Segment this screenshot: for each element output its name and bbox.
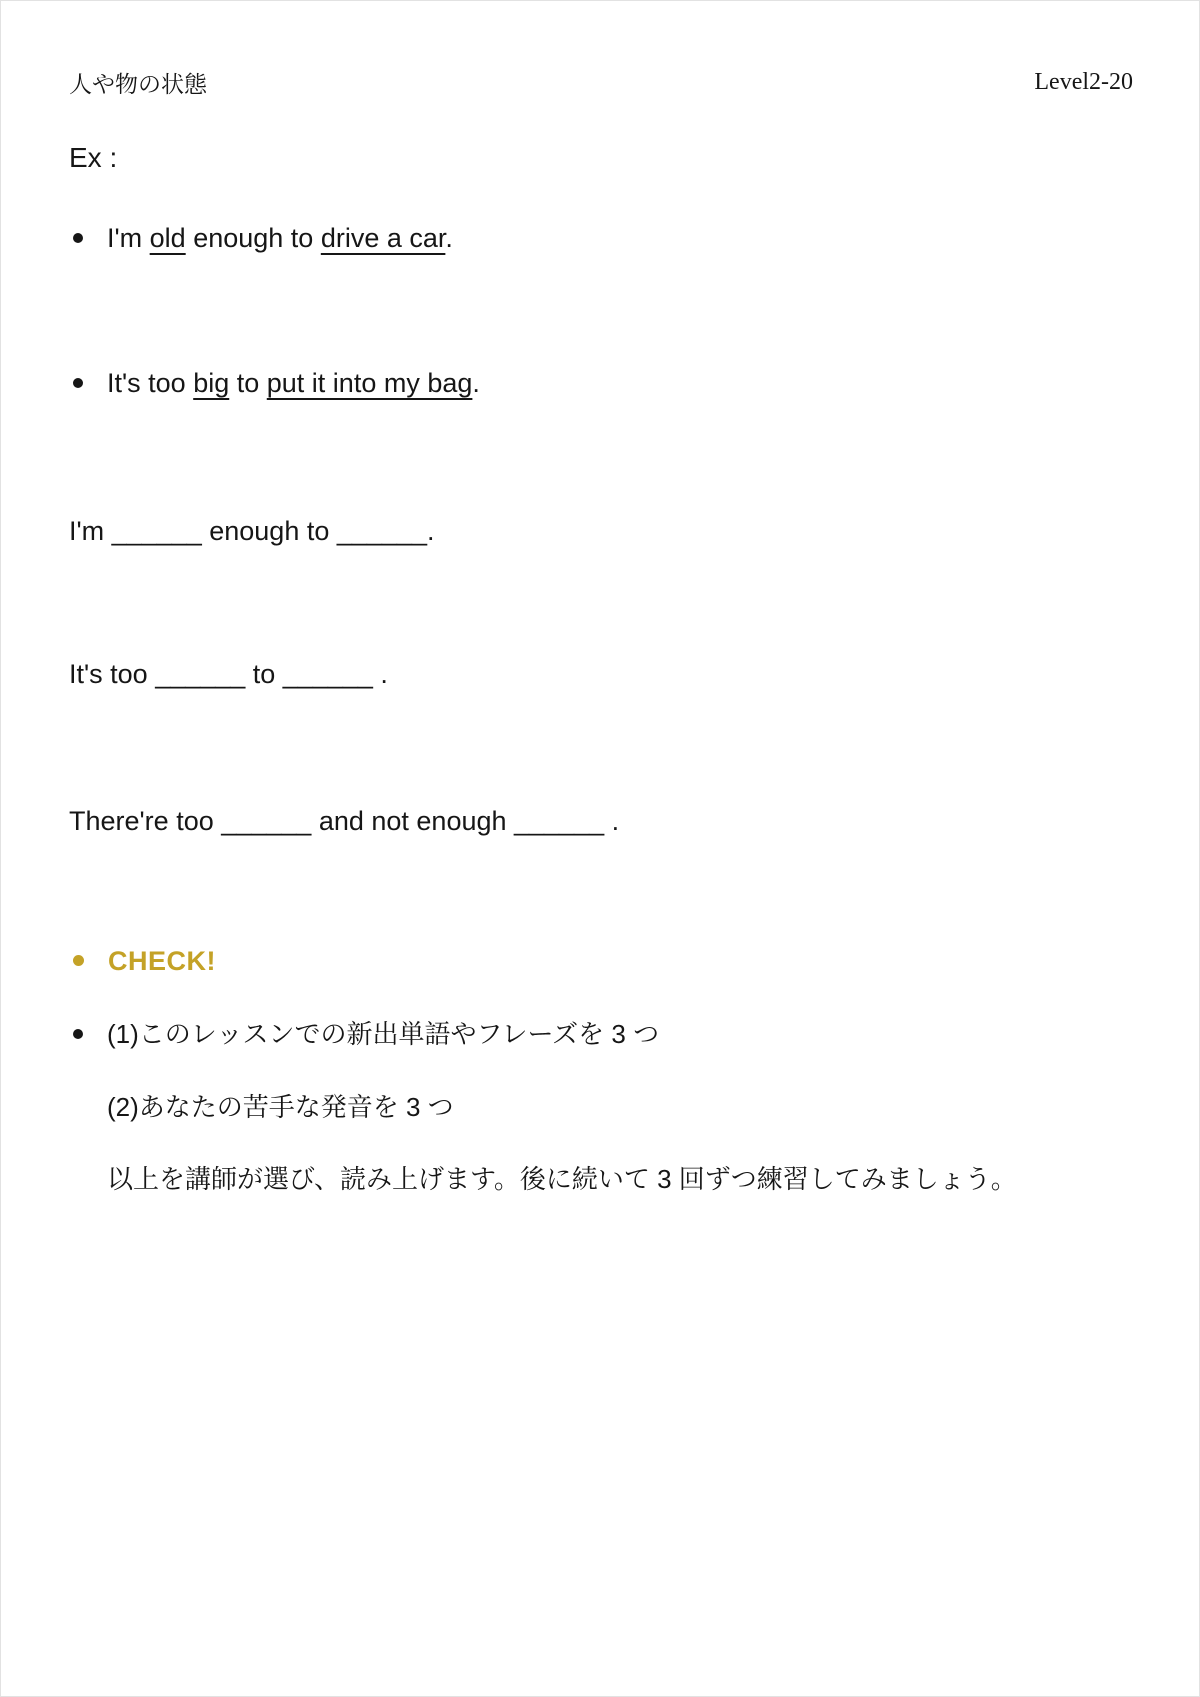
practice-line: There're too ______ and not enough ______ . [69,806,620,836]
bullet-icon [73,233,83,243]
ex-label: Ex : [69,142,118,173]
example-sentence [107,366,480,400]
example-item [69,221,1143,255]
bullet-icon [73,378,83,388]
bullet-icon [73,1029,83,1039]
example-text: . [472,368,480,398]
example-text: It's too [107,368,194,398]
example-underlined-text: big [193,368,230,398]
check-item: 以上を講師が選び、読み上げます。後に続いて 3 回ずつ練習してみましょう。 [107,1164,1017,1194]
check-heading [69,944,1143,978]
check-label: CHECK! [108,946,216,976]
bullet-icon [73,955,84,966]
practice-line: It's too ______ to ______ . [69,659,388,689]
header-title: 人や物の状態 [69,72,207,97]
practice-line: I'm ______ enough to ______. [69,516,435,546]
check-item [69,1017,1143,1051]
example-underlined-text: drive a car [320,223,446,253]
example-item [69,366,1143,400]
example-underlined-text: put it into my bag [266,368,473,398]
example-text: I'm [107,223,150,253]
check-item-text: (1)このレッスンでの新出単語やフレーズを 3 つ [107,1019,660,1049]
example-text: to [229,368,267,398]
header-level-label: Level2-20 [1034,69,1133,95]
example-text: . [445,223,453,253]
example-sentence [107,221,453,255]
check-item: (2)あなたの苦手な発音を 3 つ [107,1092,454,1122]
example-text: enough to [185,223,321,253]
example-underlined-text: old [149,223,186,253]
